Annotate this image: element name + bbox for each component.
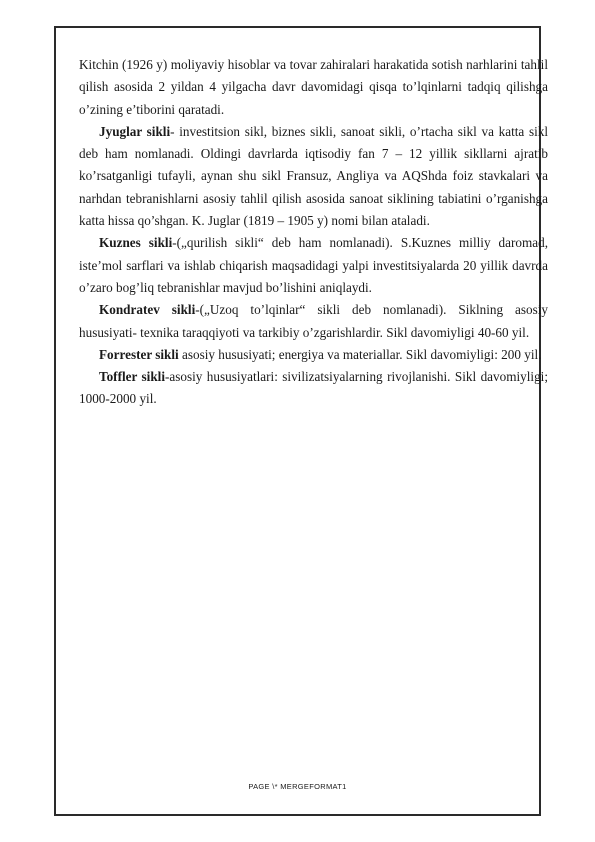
paragraph-text: -(„qurilish sikli“ deb ham nomlanadi). S.Kuznes milliy daromad, iste’mol sarflari va ishlab chiqarish maqsadidagi yalpi investitsiyalarda 20 yillik davrda o’zaro bog’liq tebranishlar mavjud bo’lishini aniqlaydi. xyxy=(79,235,548,295)
paragraph-toffler xyxy=(79,366,548,411)
paragraph-term: Toffler sikli xyxy=(99,369,165,385)
paragraph-text: asosiy hususiyati; energiya va materiallar. Sikl davomiyligi: 200 yil. xyxy=(178,346,542,362)
paragraph-kondratev xyxy=(79,299,548,344)
paragraph-text: -(„Uzoq to’lqinlar“ sikli deb nomlanadi). Siklning asosiy hususiyati- texnika taraqqiyoti va tarkibiy o’zgarishlardir. Sikl davomiyligi 40-60 yil. xyxy=(79,302,548,340)
page-footer: PAGE \* MERGEFORMAT1 xyxy=(248,782,347,791)
paragraph-term: Forrester sikli xyxy=(99,346,179,362)
paragraph-text: - investitsion sikl, biznes sikli, sanoat sikli, o’rtacha sikl va katta sikl deb ham nomlanadi. Oldingi davrlarda iqtisodiy fan 7 – 12 yillik sikllarni ajratib ko’rsatganligi tufayli, aynan shu sikl Fransuz, Angliya va AQShda foiz stavkalari va narhdan tebranishlarni asosiy tahlil qilish asosida sanoat siklining tabiatini o’rganishga katta hissa qo’shgan. K. Juglar (1819 – 1905 y) nomi bilan ataladi. xyxy=(79,123,548,229)
paragraph-term: Kondratev sikli xyxy=(99,302,196,318)
paragraph-text: Kitchin (1926 y) moliyaviy hisoblar va tovar zahiralari harakatida sotish narhlarini tahlil qilish asosida 2 yildan 4 yilgacha davr davomidagi qisqa to’lqinlarni tadqiq qilishga o’zining e’tiborini qaratadi. xyxy=(79,57,548,117)
paragraph-term: Jyuglar sikli xyxy=(99,123,171,139)
paragraph-text: -asosiy hususiyatlari: sivilizatsiyalarning rivojlanishi. Sikl davomiyligi; 1000-2000 yil. xyxy=(79,369,548,407)
paragraph-term: Kuznes sikli xyxy=(99,235,173,251)
paragraph-forrester xyxy=(79,344,548,366)
document-body xyxy=(79,54,548,411)
paragraph-kuznes xyxy=(79,232,548,299)
paragraph-jyuglar xyxy=(79,121,548,232)
paragraph-kitchin xyxy=(79,54,548,121)
